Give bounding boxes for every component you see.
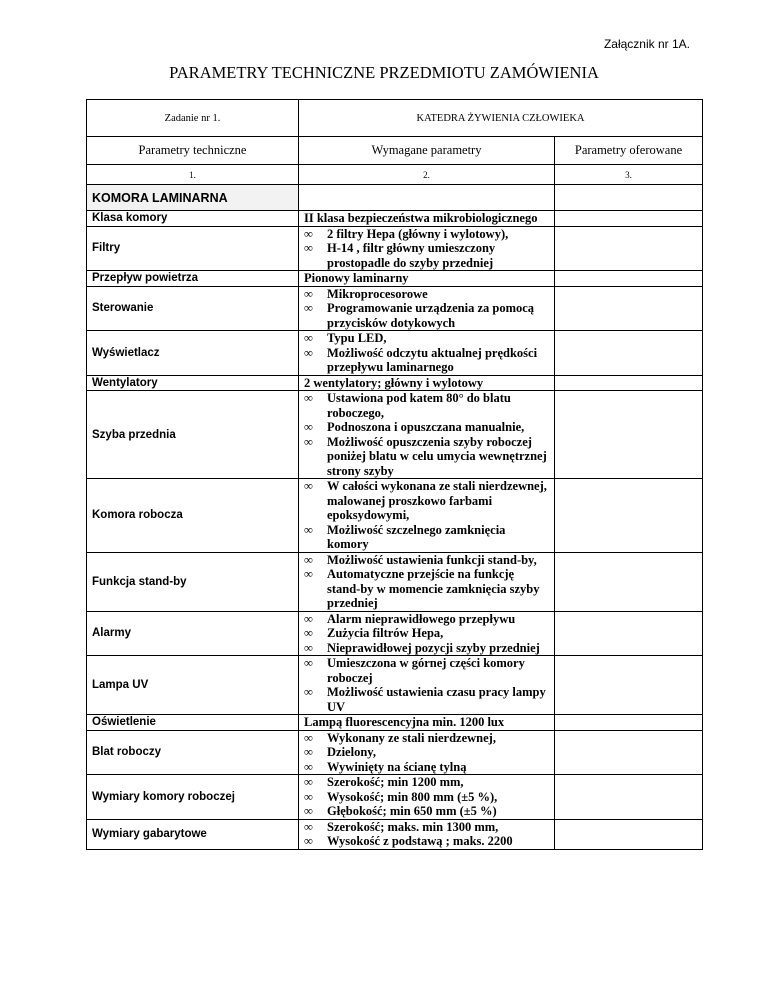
- bullet-text: Szerokość; maks. min 1300 mm,: [327, 819, 499, 834]
- parameter-name: Filtry: [87, 226, 299, 271]
- bullet-text: Szerokość; min 1200 mm,: [327, 775, 464, 789]
- bullet-text: Wywinięty na ścianę tylną: [327, 759, 467, 774]
- bullet-icon: ∞: [304, 775, 313, 789]
- offered-value-cell[interactable]: [555, 656, 703, 715]
- requirement-bullet-item: [304, 820, 549, 835]
- column-header-required: Wymagane parametry: [299, 137, 555, 165]
- requirement-text: II klasa bezpieczeństwa mikrobiologicznego: [304, 211, 538, 225]
- requirement-bullet-item: [304, 804, 549, 819]
- column-header-offered: Parametry oferowane: [555, 137, 703, 165]
- bullet-text: W całości wykonana ze stali nierdzewnej, malowanej proszkowo farbami epoksydowymi,: [327, 479, 547, 522]
- header-row-numbers: [87, 165, 703, 185]
- bullet-icon: ∞: [304, 759, 313, 774]
- required-value: [299, 391, 555, 479]
- parameter-name: Blat roboczy: [87, 730, 299, 775]
- bullet-icon: ∞: [304, 819, 313, 834]
- required-value: [299, 226, 555, 271]
- requirement-bullet-item: [304, 685, 549, 714]
- bullet-text: Wysokość; min 800 mm (±5 %),: [327, 789, 498, 804]
- offered-value-cell[interactable]: [555, 715, 703, 731]
- bullet-text: Głębokość; min 650 mm (±5 %): [327, 804, 497, 818]
- required-value: [299, 375, 555, 391]
- requirement-bullet-item: [304, 391, 549, 420]
- table-row: [87, 715, 703, 731]
- table-row: [87, 331, 703, 376]
- bullet-text: Programowanie urządzenia za pomocą przycisków dotykowych: [327, 301, 535, 330]
- section-empty-offered: [555, 185, 703, 211]
- table-row: [87, 286, 703, 331]
- table-row: [87, 611, 703, 656]
- offered-value-cell[interactable]: [555, 552, 703, 611]
- required-value: [299, 611, 555, 656]
- requirement-bullet-item: [304, 287, 549, 302]
- bullet-text: Dzielony,: [327, 745, 376, 759]
- requirement-bullet-item: [304, 479, 549, 523]
- bullet-icon: ∞: [304, 685, 313, 699]
- bullet-icon: ∞: [304, 626, 313, 640]
- required-value: [299, 331, 555, 376]
- required-value: [299, 271, 555, 287]
- parameter-name: Wyświetlacz: [87, 331, 299, 376]
- offered-value-cell[interactable]: [555, 331, 703, 376]
- bullet-text: H-14 , filtr główny umieszczony prostopadle do szyby przedniej: [327, 241, 496, 270]
- bullet-text: Wykonany ze stali nierdzewnej,: [327, 730, 496, 745]
- section-title: KOMORA LAMINARNA: [87, 185, 299, 211]
- requirement-bullet-item: [304, 656, 549, 685]
- header-row-columns: [87, 137, 703, 165]
- requirement-text: Lampą fluorescencyjna min. 1200 lux: [304, 715, 505, 729]
- offered-value-cell[interactable]: [555, 479, 703, 553]
- requirement-bullet-item: [304, 641, 549, 656]
- offered-value-cell[interactable]: [555, 211, 703, 227]
- required-value: [299, 715, 555, 731]
- requirement-text: Pionowy laminarny: [304, 271, 409, 285]
- bullet-icon: ∞: [304, 804, 313, 818]
- bullet-icon: ∞: [304, 301, 313, 315]
- annex-label: Załącznik nr 1A.: [603, 37, 690, 51]
- requirement-bullet-item: [304, 775, 549, 790]
- header-row-task: [87, 100, 703, 137]
- bullet-icon: ∞: [304, 479, 313, 493]
- bullet-icon: ∞: [304, 656, 313, 670]
- table-row: [87, 226, 703, 271]
- parameter-name: Sterowanie: [87, 286, 299, 331]
- bullet-text: Możliwość ustawienia czasu pracy lampy UV: [327, 685, 546, 714]
- bullet-icon: ∞: [304, 434, 313, 449]
- task-label: Zadanie nr 1.: [87, 100, 299, 137]
- required-value: [299, 286, 555, 331]
- bullet-icon: ∞: [304, 730, 313, 745]
- bullet-icon: ∞: [304, 640, 313, 655]
- column-header-technical: Parametry techniczne: [87, 137, 299, 165]
- table-row: [87, 819, 703, 849]
- requirement-bullet-item: [304, 227, 549, 242]
- table-row: [87, 552, 703, 611]
- parameter-name: Lampa UV: [87, 656, 299, 715]
- bullet-icon: ∞: [304, 611, 313, 626]
- bullet-icon: ∞: [304, 834, 313, 848]
- required-value: [299, 211, 555, 227]
- table-row: [87, 479, 703, 553]
- bullet-icon: ∞: [304, 420, 313, 434]
- parameter-name: Klasa komory: [87, 211, 299, 227]
- parameter-name: Wentylatory: [87, 375, 299, 391]
- requirement-bullet-item: [304, 626, 549, 641]
- parameter-name: Funkcja stand-by: [87, 552, 299, 611]
- parameter-name: Wymiary gabarytowe: [87, 819, 299, 849]
- table-row: [87, 775, 703, 820]
- requirement-bullet-item: [304, 553, 549, 568]
- bullet-text: Nieprawidłowej pozycji szyby przedniej: [327, 640, 540, 655]
- required-value: [299, 730, 555, 775]
- parameter-name: Komora robocza: [87, 479, 299, 553]
- bullet-text: 2 filtry Hepa (główny i wylotowy),: [327, 226, 509, 241]
- column-number-2: 2.: [299, 165, 555, 185]
- requirement-bullet-item: [304, 346, 549, 375]
- requirement-bullet-item: [304, 523, 549, 552]
- required-value: [299, 479, 555, 553]
- bullet-text: Wysokość z podstawą ; maks. 2200: [327, 834, 513, 848]
- required-value: [299, 819, 555, 849]
- section-empty-required: [299, 185, 555, 211]
- offered-value-cell[interactable]: [555, 271, 703, 287]
- parameters-table: [86, 99, 703, 850]
- bullet-icon: ∞: [304, 567, 313, 581]
- section-row: [87, 185, 703, 211]
- requirement-bullet-item: [304, 435, 549, 479]
- offered-value-cell[interactable]: [555, 611, 703, 656]
- bullet-icon: ∞: [304, 226, 313, 241]
- bullet-icon: ∞: [304, 331, 313, 345]
- bullet-text: Podnoszona i opuszczana manualnie,: [327, 420, 525, 434]
- parameter-name: Przepływ powietrza: [87, 271, 299, 287]
- bullet-text: Automatyczne przejście na funkcję stand-by w momencie zamknięcia szyby przedniej: [327, 567, 540, 610]
- bullet-text: Alarm nieprawidłowego przepływu: [327, 611, 516, 626]
- bullet-icon: ∞: [304, 241, 313, 255]
- requirement-text: 2 wentylatory; główny i wylotowy: [304, 375, 484, 390]
- offered-value-cell[interactable]: [555, 730, 703, 775]
- offered-value-cell[interactable]: [555, 375, 703, 391]
- table-row: [87, 375, 703, 391]
- bullet-icon: ∞: [304, 391, 313, 405]
- column-number-3: 3.: [555, 165, 703, 185]
- bullet-text: Typu LED,: [327, 331, 387, 345]
- requirement-bullet-item: [304, 301, 549, 330]
- requirement-bullet-item: [304, 745, 549, 760]
- parameter-name: Oświetlenie: [87, 715, 299, 731]
- department-name: KATEDRA ŻYWIENIA CZŁOWIEKA: [299, 100, 703, 137]
- requirement-bullet-item: [304, 834, 549, 849]
- requirement-bullet-item: [304, 760, 549, 775]
- bullet-icon: ∞: [304, 522, 313, 537]
- requirement-bullet-item: [304, 420, 549, 435]
- parameter-name: Wymiary komory roboczej: [87, 775, 299, 820]
- bullet-icon: ∞: [304, 552, 313, 567]
- offered-value-cell[interactable]: [555, 819, 703, 849]
- bullet-icon: ∞: [304, 345, 313, 360]
- requirement-bullet-item: [304, 612, 549, 627]
- bullet-icon: ∞: [304, 789, 313, 804]
- bullet-text: Możliwość ustawienia funkcji stand-by,: [327, 552, 537, 567]
- table-row: [87, 730, 703, 775]
- offered-value-cell[interactable]: [555, 775, 703, 820]
- document-title: PARAMETRY TECHNICZNE PRZEDMIOTU ZAMÓWIENIA: [169, 63, 599, 82]
- offered-value-cell[interactable]: [555, 391, 703, 479]
- required-value: [299, 775, 555, 820]
- bullet-text: Możliwość szczelnego zamknięcia komory: [327, 522, 506, 551]
- requirement-bullet-item: [304, 567, 549, 611]
- bullet-text: Umieszczona w górnej części komory roboczej: [327, 656, 525, 685]
- parameter-name: Alarmy: [87, 611, 299, 656]
- table-row: [87, 656, 703, 715]
- table-row: [87, 391, 703, 479]
- bullet-icon: ∞: [304, 745, 313, 759]
- column-number-1: 1.: [87, 165, 299, 185]
- table-row: [87, 211, 703, 227]
- requirement-bullet-item: [304, 331, 549, 346]
- required-value: [299, 552, 555, 611]
- table-row: [87, 271, 703, 287]
- requirement-bullet-item: [304, 241, 549, 270]
- bullet-text: Mikroprocesorowe: [327, 286, 428, 301]
- offered-value-cell[interactable]: [555, 226, 703, 271]
- bullet-text: Możliwość odczytu aktualnej prędkości przepływu laminarnego: [327, 345, 538, 374]
- offered-value-cell[interactable]: [555, 286, 703, 331]
- bullet-icon: ∞: [304, 286, 313, 301]
- parameter-name: Szyba przednia: [87, 391, 299, 479]
- requirement-bullet-item: [304, 790, 549, 805]
- required-value: [299, 656, 555, 715]
- bullet-text: Zużycia filtrów Hepa,: [327, 626, 444, 640]
- bullet-text: Możliwość opuszczenia szyby roboczej poniżej blatu w celu umycia wewnętrznej strony szyby: [327, 434, 547, 478]
- bullet-text: Ustawiona pod katem 80° do blatu roboczego,: [327, 391, 511, 420]
- requirement-bullet-item: [304, 731, 549, 746]
